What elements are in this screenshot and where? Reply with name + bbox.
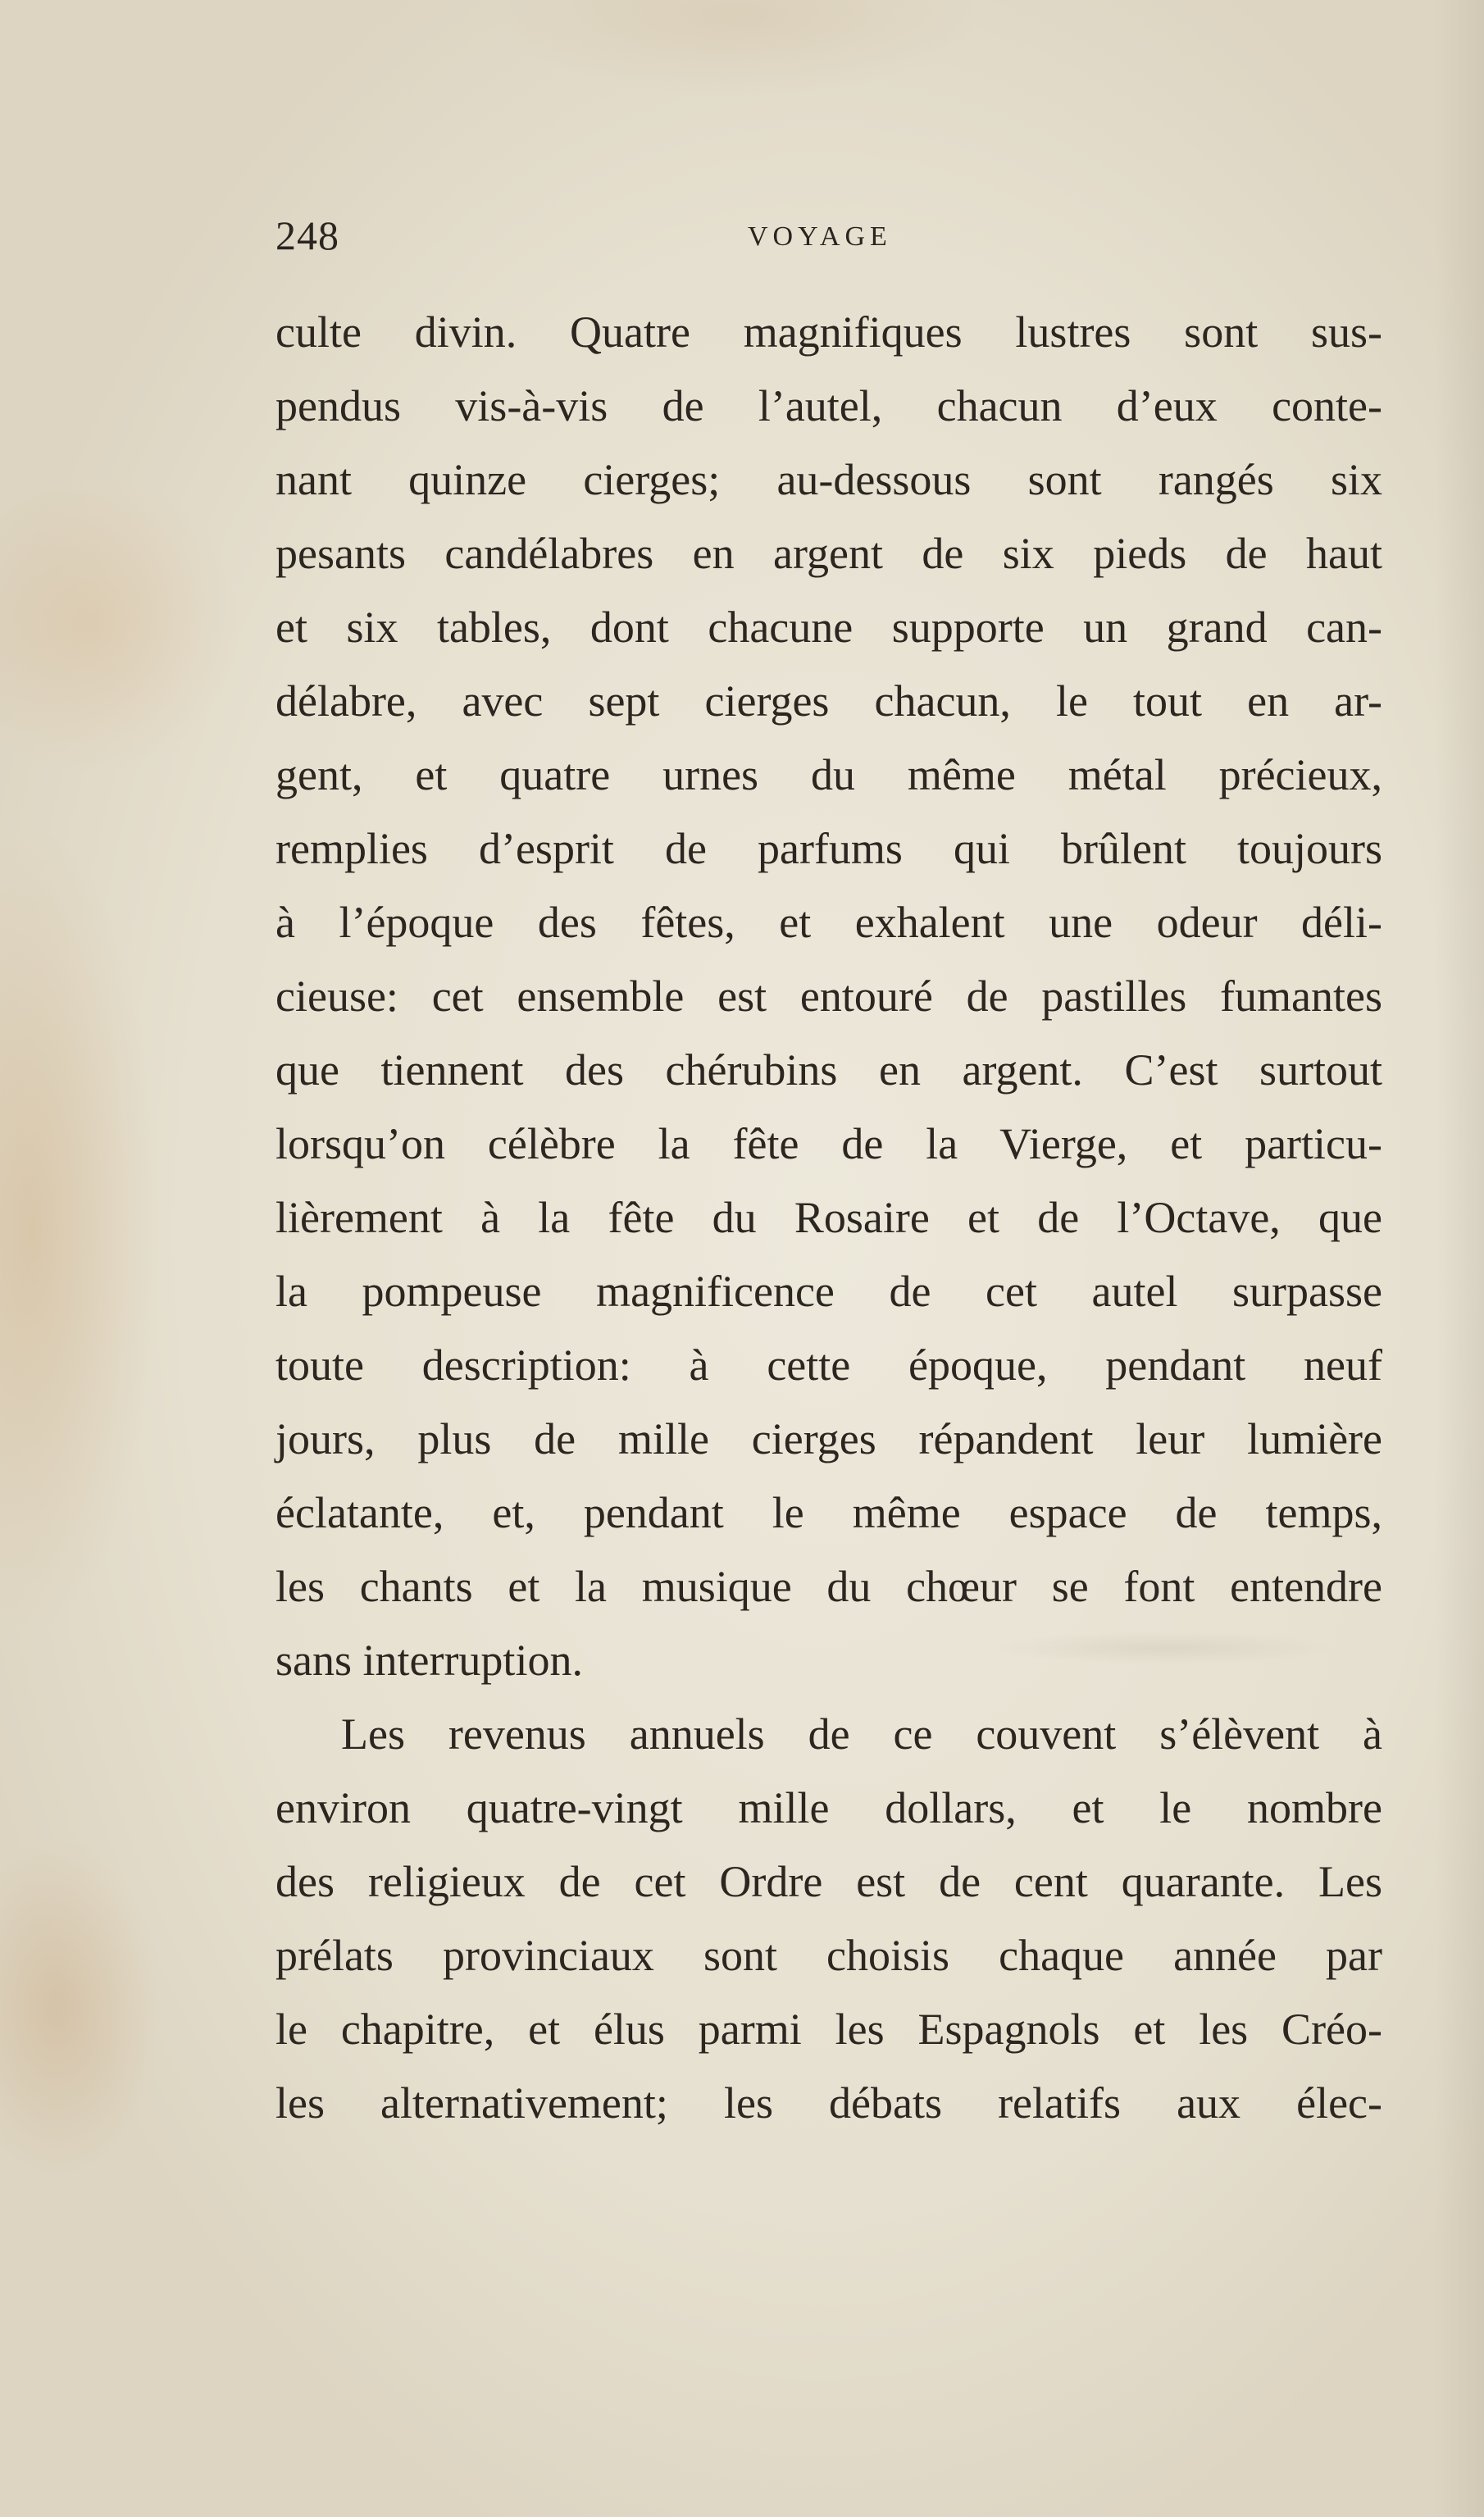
text-line: pendus vis-à-vis de l’autel, chacun d’eux conte- [275, 381, 1382, 430]
text-line: et six tables, dont chacune supporte un grand can- [275, 603, 1382, 652]
text-line: lièrement à la fête du Rosaire et de l’Octave, que [275, 1193, 1382, 1242]
text-line: la pompeuse magnificence de cet autel surpasse [275, 1267, 1382, 1316]
text-line: le chapitre, et élus parmi les Espagnols et les Créo- [275, 2005, 1382, 2054]
text-line: remplies d’esprit de parfums qui brûlent toujours [275, 824, 1382, 873]
text-line: prélats provinciaux sont choisis chaque année par [275, 1931, 1382, 1980]
text-line: les alternativement; les débats relatifs aux élec- [275, 2078, 1382, 2128]
text-line: des religieux de cet Ordre est de cent quarante. Les [275, 1857, 1382, 1906]
text-line: Les revenus annuels de ce couvent s’élèvent à [341, 1709, 1382, 1759]
paragraph-2 [275, 1697, 1382, 2140]
text-line: environ quatre-vingt mille dollars, et le nombre [275, 1783, 1382, 1832]
text-line: nant quinze cierges; au-dessous sont rangés six [275, 455, 1382, 504]
text-line: lorsqu’on célèbre la fête de la Vierge, et particu- [275, 1119, 1382, 1168]
text-line: les chants et la musique du chœur se font entendre [275, 1562, 1382, 1611]
page-edge-shadow [1435, 0, 1484, 2517]
text-line: jours, plus de mille cierges répandent leur lumière [275, 1414, 1382, 1463]
page-number: 248 [275, 212, 339, 258]
text-line: délabre, avec sept cierges chacun, le tout en ar- [275, 676, 1382, 726]
text-line: toute description: à cette époque, pendant neuf [275, 1340, 1382, 1390]
show-through-smudge [992, 1632, 1336, 1664]
text-line: pesants candélabres en argent de six pieds de haut [275, 529, 1382, 578]
text-line: sans interruption. [275, 1636, 583, 1685]
text-line: gent, et quatre urnes du même métal précieux, [275, 750, 1382, 799]
text-line: culte divin. Quatre magnifiques lustres sont sus- [275, 307, 1382, 357]
text-line: éclatante, et, pendant le même espace de temps, [275, 1488, 1382, 1537]
text-line: cieuse: cet ensemble est entouré de pastilles fumantes [275, 972, 1382, 1021]
text-line: à l’époque des fêtes, et exhalent une odeur déli- [275, 898, 1382, 947]
page-header [275, 212, 1407, 277]
body-text [275, 295, 1382, 2140]
running-head: VOYAGE [748, 221, 892, 252]
text-line: que tiennent des chérubins en argent. C’est surtout [275, 1045, 1382, 1095]
paragraph-1 [275, 295, 1382, 1697]
